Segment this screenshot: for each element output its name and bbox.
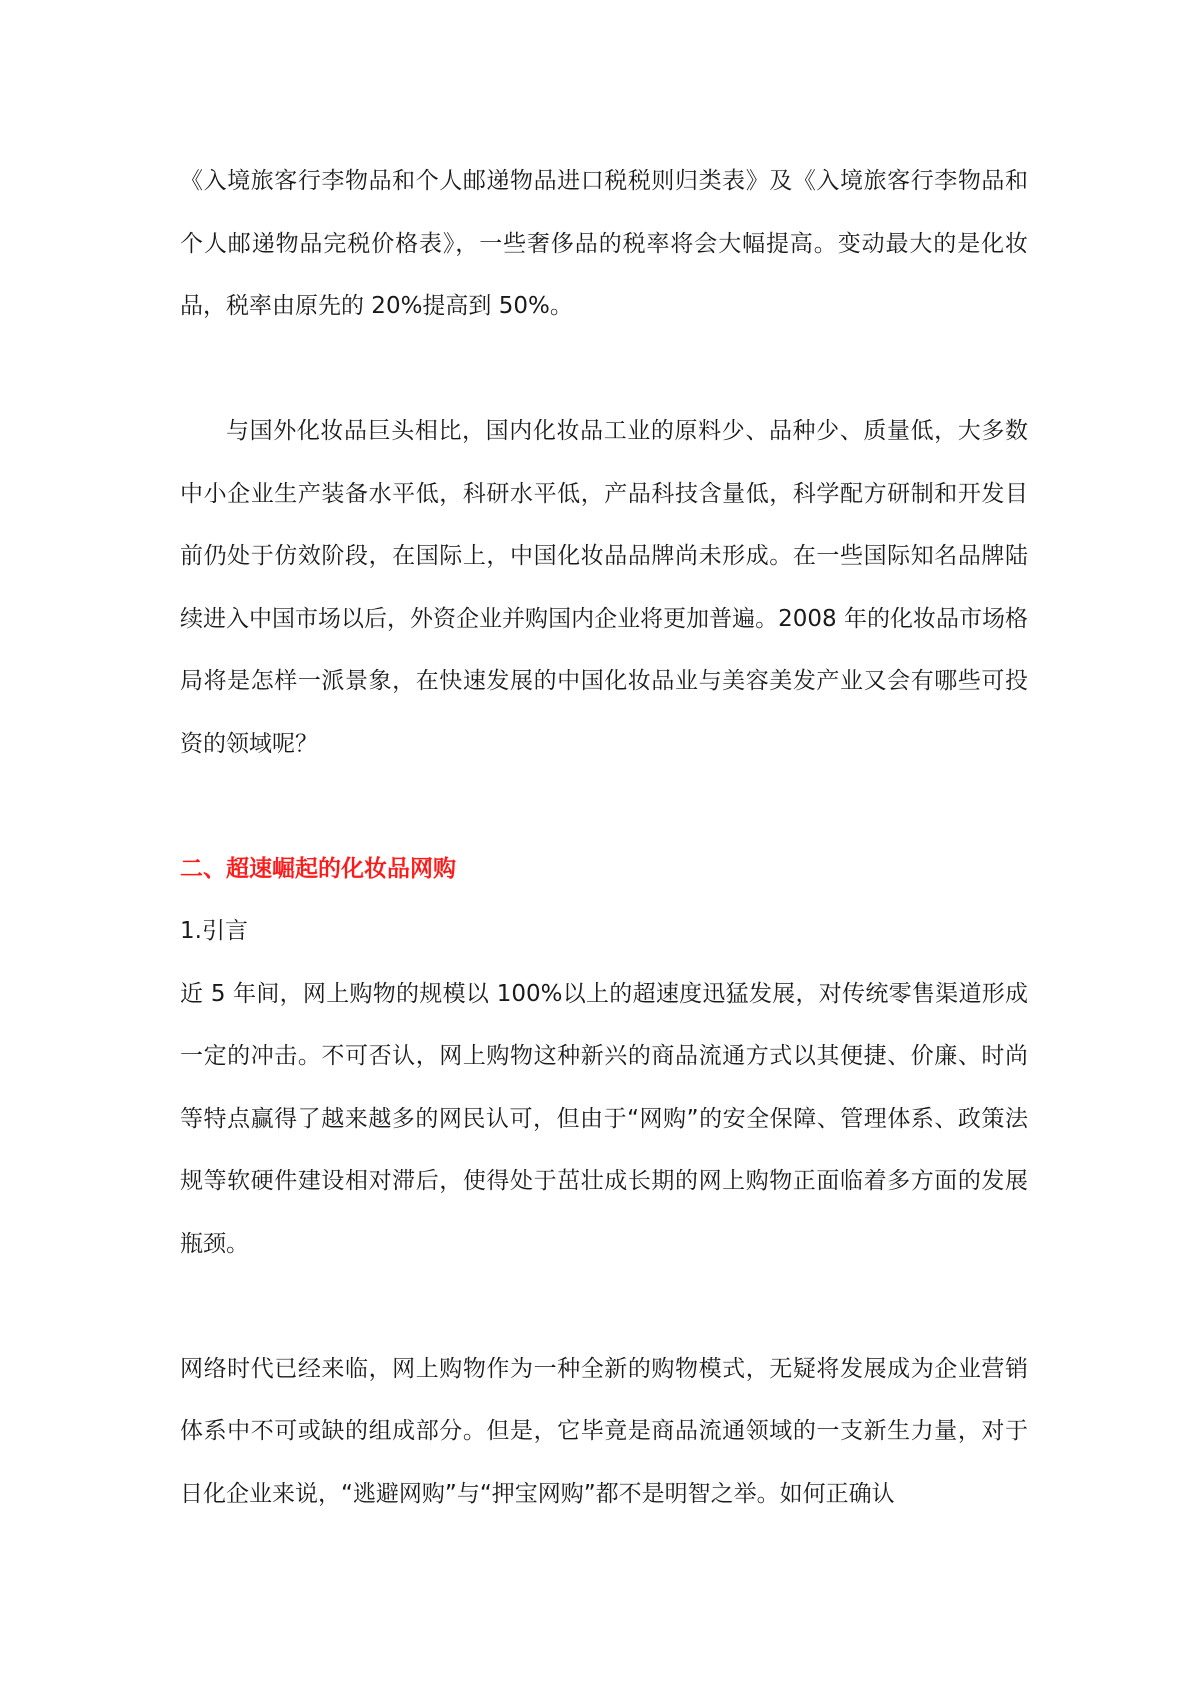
paragraph-network-era: 网络时代已经来临，网上购物作为一种全新的购物模式，无疑将发展成为企业营销体系中不可或缺的组成部分。但是，它毕竟是商品流通领域的一支新生力量，对于日化企业来说，“逃避网购”与“押宝网购”都不是明智之举。如何正确认 xyxy=(180,1355,1028,1507)
paragraph-tax-rate: 《入境旅客行李物品和个人邮递物品进口税税则归类表》及《入境旅客行李物品和个人邮递物品完税价格表》，一些奢侈品的税率将会大幅提高。变动最大的是化妆品，税率由原先的 20%提高到 50%。 xyxy=(180,168,1028,319)
paragraph-domestic-industry: 与国外化妆品巨头相比，国内化妆品工业的原料少、品种少、质量低，大多数中小企业生产装备水平低，科研水平低，产品科技含量低，科学配方研制和开发目前仍处于仿效阶段，在国际上，中国化妆品品牌尚未形成。在一些国际知名品牌陆续进入中国市场以后，外资企业并购国内企业将更加普遍。2008 年的化妆品市场格局将是怎样一派景象，在快速发展的中国化妆品业与美容美发产业又会有哪些可投资的领域呢？ xyxy=(180,418,1028,757)
subsection-heading: 1.引言 xyxy=(180,918,248,944)
paragraph-spacer xyxy=(180,775,1028,838)
paragraph-spacer xyxy=(180,338,1028,401)
document-page xyxy=(180,150,1028,1525)
paragraph-spacer xyxy=(180,1275,1028,1338)
section-heading: 二、超速崛起的化妆品网购 xyxy=(180,855,456,882)
paragraph-online-shopping-growth: 近 5 年间，网上购物的规模以 100%以上的超速度迅猛发展，对传统零售渠道形成一定的冲击。不可否认，网上购物这种新兴的商品流通方式以其便捷、价廉、时尚等特点赢得了越来越多的网民认可，但由于“网购”的安全保障、管理体系、政策法规等软硬件建设相对滞后，使得处于茁壮成长期的网上购物正面临着多方面的发展瓶颈。 xyxy=(180,980,1028,1257)
